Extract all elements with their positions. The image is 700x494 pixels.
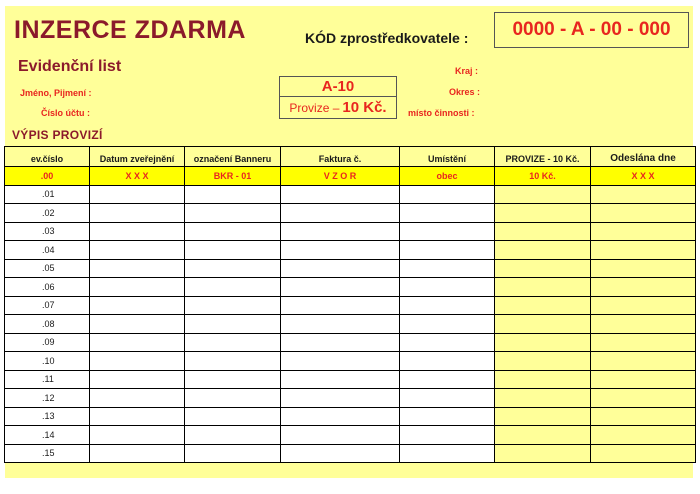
entry-cell[interactable] <box>281 278 400 297</box>
entry-cell[interactable] <box>185 333 281 352</box>
entry-cell[interactable] <box>90 259 185 278</box>
entry-cell[interactable] <box>400 222 495 241</box>
entry-cell[interactable] <box>90 296 185 315</box>
entry-cell[interactable] <box>495 296 591 315</box>
entry-cell[interactable] <box>400 259 495 278</box>
entry-cell[interactable] <box>90 204 185 223</box>
row-number-cell: .03 <box>5 222 90 241</box>
table-row <box>5 259 696 278</box>
form-title: INZERCE ZDARMA <box>14 16 246 44</box>
entry-cell[interactable] <box>185 259 281 278</box>
col-header-odeslana: Odeslána dne <box>591 147 696 167</box>
entry-cell[interactable] <box>90 222 185 241</box>
entry-cell[interactable] <box>591 296 696 315</box>
kraj-label: Kraj : <box>455 66 479 76</box>
row-number-cell: .10 <box>5 352 90 371</box>
kod-label: KÓD zprostředkovatele : <box>305 30 469 46</box>
okres-label: Okres : <box>449 87 481 97</box>
table-row <box>5 241 696 260</box>
row-number-cell: .09 <box>5 333 90 352</box>
entry-cell[interactable] <box>185 426 281 445</box>
entry-cell[interactable] <box>400 333 495 352</box>
entry-cell[interactable] <box>495 352 591 371</box>
col-header-datum: Datum zveřejnění <box>90 147 185 167</box>
entry-cell[interactable] <box>185 241 281 260</box>
entry-cell[interactable] <box>495 389 591 408</box>
entry-cell[interactable] <box>495 426 591 445</box>
entry-cell[interactable] <box>281 389 400 408</box>
table-row <box>5 222 696 241</box>
table-row <box>5 389 696 408</box>
entry-cell[interactable] <box>591 444 696 463</box>
entry-cell[interactable] <box>281 370 400 389</box>
table-row <box>5 426 696 445</box>
table-header-row <box>5 147 696 167</box>
entry-cell[interactable] <box>400 241 495 260</box>
provize-label: Provize – <box>289 100 340 115</box>
entry-cell[interactable] <box>281 444 400 463</box>
entry-cell[interactable] <box>591 407 696 426</box>
entry-cell[interactable] <box>90 352 185 371</box>
entry-cell[interactable] <box>495 278 591 297</box>
entry-cell[interactable] <box>90 278 185 297</box>
sample-cell-ev: .00 <box>5 167 90 186</box>
entry-cell[interactable] <box>400 278 495 297</box>
entry-cell[interactable] <box>281 426 400 445</box>
entry-cell[interactable] <box>185 278 281 297</box>
entry-cell[interactable] <box>185 185 281 204</box>
entry-cell[interactable] <box>495 241 591 260</box>
entry-cell[interactable] <box>90 444 185 463</box>
entry-cell[interactable] <box>185 352 281 371</box>
entry-cell[interactable] <box>185 222 281 241</box>
row-number-cell: .15 <box>5 444 90 463</box>
row-number-cell: .13 <box>5 407 90 426</box>
entry-cell[interactable] <box>400 352 495 371</box>
table-row <box>5 278 696 297</box>
entry-cell[interactable] <box>495 333 591 352</box>
sample-cell-datum: X X X <box>90 167 185 186</box>
entry-cell[interactable] <box>495 444 591 463</box>
entry-cell[interactable] <box>281 296 400 315</box>
entry-cell[interactable] <box>90 407 185 426</box>
entry-cell[interactable] <box>185 370 281 389</box>
table-row <box>5 370 696 389</box>
sample-cell-faktura: V Z O R <box>281 167 400 186</box>
entry-cell[interactable] <box>495 315 591 334</box>
entry-cell[interactable] <box>90 389 185 408</box>
entry-cell[interactable] <box>591 185 696 204</box>
table-row <box>5 407 696 426</box>
entry-cell[interactable] <box>90 370 185 389</box>
entry-cell[interactable] <box>281 204 400 223</box>
col-header-banner: označení Banneru <box>185 147 281 167</box>
entry-cell[interactable] <box>185 389 281 408</box>
row-number-cell: .01 <box>5 185 90 204</box>
entry-cell[interactable] <box>495 222 591 241</box>
entry-cell[interactable] <box>591 333 696 352</box>
row-number-cell: .11 <box>5 370 90 389</box>
entry-cell[interactable] <box>400 426 495 445</box>
entry-cell[interactable] <box>90 315 185 334</box>
row-number-cell: .04 <box>5 241 90 260</box>
entry-cell[interactable] <box>400 185 495 204</box>
entry-cell[interactable] <box>400 315 495 334</box>
row-number-cell: .14 <box>5 426 90 445</box>
col-header-provize: PROVIZE - 10 Kč. <box>495 147 591 167</box>
table-row <box>5 296 696 315</box>
entry-cell[interactable] <box>495 185 591 204</box>
row-number-cell: .06 <box>5 278 90 297</box>
sample-cell-umisteni: obec <box>400 167 495 186</box>
entry-cell[interactable] <box>495 370 591 389</box>
entry-cell[interactable] <box>281 241 400 260</box>
entry-cell[interactable] <box>281 259 400 278</box>
kod-value-box[interactable] <box>494 12 689 48</box>
entry-cell[interactable] <box>591 204 696 223</box>
entry-cell[interactable] <box>185 296 281 315</box>
entry-cell[interactable] <box>185 204 281 223</box>
entry-cell[interactable] <box>90 333 185 352</box>
entry-cell[interactable] <box>281 315 400 334</box>
entry-cell[interactable] <box>400 389 495 408</box>
sample-cell-odeslana: X X X <box>591 167 696 186</box>
commission-code: A-10 <box>279 76 397 97</box>
entry-cell[interactable] <box>90 426 185 445</box>
entry-cell[interactable] <box>281 352 400 371</box>
entry-cell[interactable] <box>185 444 281 463</box>
entry-cell[interactable] <box>591 315 696 334</box>
entry-cell[interactable] <box>591 370 696 389</box>
entry-cell[interactable] <box>591 259 696 278</box>
table-row <box>5 315 696 334</box>
table-row <box>5 333 696 352</box>
entry-cell[interactable] <box>495 259 591 278</box>
col-header-ev-cislo: ev.číslo <box>5 147 90 167</box>
sample-row <box>5 167 696 186</box>
entry-cell[interactable] <box>185 315 281 334</box>
table-row <box>5 444 696 463</box>
col-header-umisteni: Umístění <box>400 147 495 167</box>
entry-cell[interactable] <box>90 185 185 204</box>
entry-cell[interactable] <box>591 389 696 408</box>
row-number-cell: .08 <box>5 315 90 334</box>
sample-cell-provize: 10 Kč. <box>495 167 591 186</box>
kod-value: 0000 - A - 00 - 000 <box>512 19 671 40</box>
row-number-cell: .05 <box>5 259 90 278</box>
table-row <box>5 352 696 371</box>
entry-cell[interactable] <box>400 407 495 426</box>
entry-cell[interactable] <box>591 352 696 371</box>
col-header-faktura: Faktura č. <box>281 147 400 167</box>
evidencni-list-heading: Evidenční list <box>18 58 122 75</box>
ucet-label: Číslo účtu : <box>41 108 90 118</box>
row-number-cell: .07 <box>5 296 90 315</box>
table-row <box>5 185 696 204</box>
entry-cell[interactable] <box>281 222 400 241</box>
entry-cell[interactable] <box>281 185 400 204</box>
entry-cell[interactable] <box>281 407 400 426</box>
entry-cell[interactable] <box>90 241 185 260</box>
entry-cell[interactable] <box>281 333 400 352</box>
jmeno-label: Jméno, Pijmení : <box>20 88 92 98</box>
entry-cell[interactable] <box>591 426 696 445</box>
provize-line <box>279 97 397 119</box>
commission-code-box <box>279 76 397 120</box>
commission-table <box>4 146 696 463</box>
entry-cell[interactable] <box>400 204 495 223</box>
sample-cell-banner: BKR - 01 <box>185 167 281 186</box>
entry-cell[interactable] <box>591 222 696 241</box>
entry-cell[interactable] <box>400 296 495 315</box>
entry-cell[interactable] <box>495 407 591 426</box>
row-number-cell: .12 <box>5 389 90 408</box>
table-row <box>5 204 696 223</box>
entry-cell[interactable] <box>495 204 591 223</box>
entry-cell[interactable] <box>591 278 696 297</box>
vypis-provizi-heading: VÝPIS PROVIZÍ <box>12 128 103 142</box>
misto-cinnosti-label: místo činnosti : <box>408 108 475 118</box>
entry-cell[interactable] <box>185 407 281 426</box>
entry-cell[interactable] <box>400 370 495 389</box>
provize-amount: 10 Kč. <box>342 99 387 116</box>
entry-cell[interactable] <box>400 444 495 463</box>
entry-cell[interactable] <box>591 241 696 260</box>
row-number-cell: .02 <box>5 204 90 223</box>
